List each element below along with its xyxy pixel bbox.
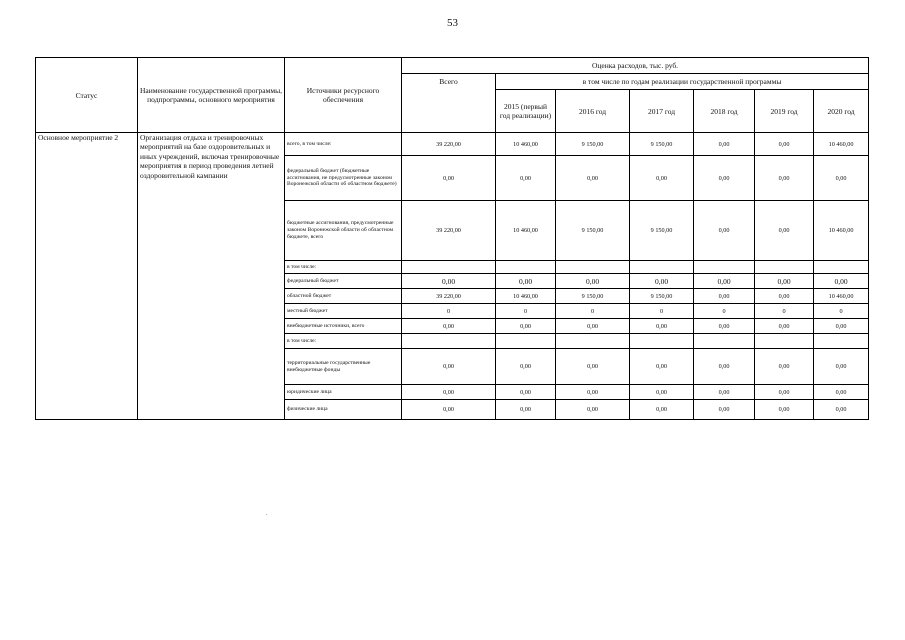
value-cell-year: 10 460,00 [496,289,556,304]
value-cell-year: 0,00 [496,385,556,400]
header-estimate: Оценка расходов, тыс. руб. [402,58,869,74]
value-cell-year [694,334,755,349]
value-cell-year: 0,00 [556,274,630,289]
value-cell-year: 0,00 [814,400,869,420]
source-cell: бюджетные ассигнования, предусмотренные законом Воронежской области об областном бюджете, всего [285,201,402,261]
value-cell-year: 0,00 [694,201,755,261]
value-cell-year: 0,00 [556,156,630,201]
value-cell-year: 0,00 [630,319,694,334]
header-name: Наименование государственной программы, подпрограммы, основного мероприятия [138,58,285,133]
value-cell-year [814,261,869,274]
value-cell-total: 0,00 [402,385,496,400]
value-cell-year: 0,00 [694,133,755,156]
value-cell-year: 0,00 [630,274,694,289]
value-cell-total: 0,00 [402,274,496,289]
value-cell-year: 10 460,00 [814,289,869,304]
header-year-2018: 2018 год [694,90,755,133]
source-cell: территориальные государственные внебюджетные фонды [285,349,402,385]
value-cell-year: 0,00 [496,319,556,334]
value-cell-total: 0 [402,304,496,319]
source-cell: юридические лица [285,385,402,400]
value-cell-total: 0,00 [402,400,496,420]
value-cell-year: 0,00 [755,349,814,385]
header-year-2020: 2020 год [814,90,869,133]
value-cell-year [556,334,630,349]
value-cell-year: 10 460,00 [814,201,869,261]
header-status: Статус [36,58,138,133]
header-year-2016: 2016 год [556,90,630,133]
value-cell-year: 9 150,00 [556,133,630,156]
value-cell-year: 10 460,00 [496,201,556,261]
value-cell-year: 0,00 [630,385,694,400]
source-cell: всего, в том числе: [285,133,402,156]
value-cell-year: 0,00 [694,400,755,420]
value-cell-year: 0 [814,304,869,319]
value-cell-year: 0,00 [694,385,755,400]
value-cell-year: 0 [694,304,755,319]
header-year-2015: 2015 (первый год реализации) [496,90,556,133]
value-cell-year: 9 150,00 [630,133,694,156]
value-cell-total [402,334,496,349]
source-cell: областной бюджет [285,289,402,304]
header-total: Всего [402,74,496,133]
value-cell-total: 0,00 [402,156,496,201]
value-cell-year [556,261,630,274]
header-year-2017: 2017 год [630,90,694,133]
source-cell: в том числе: [285,261,402,274]
value-cell-year: 0,00 [814,319,869,334]
value-cell-year: 9 150,00 [556,289,630,304]
value-cell-year: 0,00 [755,400,814,420]
value-cell-year: 0,00 [814,385,869,400]
block-status: Основное мероприятие 2 [36,133,138,420]
value-cell-year: 9 150,00 [556,201,630,261]
value-cell-year: 0 [755,304,814,319]
value-cell-year: 0,00 [694,289,755,304]
value-cell-year: 0,00 [694,156,755,201]
value-cell-year [630,261,694,274]
value-cell-year: 0 [496,304,556,319]
value-cell-year: 10 460,00 [814,133,869,156]
value-cell-year: 0,00 [694,349,755,385]
value-cell-year: 0,00 [694,319,755,334]
source-cell: федеральный бюджет [285,274,402,289]
value-cell-year [630,334,694,349]
source-cell: федеральный бюджет (бюджетные ассигнования, не предусмотренные законом Воронежской области об областном бюджете) [285,156,402,201]
block-name: Организация отдыха и тренировочных мероприятий на базе оздоровительных и иных учреждений, включая тренировочные мероприятия в период проведения летней оздоровительной кампании [138,133,285,420]
value-cell-year: 10 460,00 [496,133,556,156]
value-cell-year: 0 [556,304,630,319]
value-cell-year: 0,00 [630,156,694,201]
value-cell-year [496,334,556,349]
header-year-2019: 2019 год [755,90,814,133]
value-cell-year [694,261,755,274]
value-cell-year [755,334,814,349]
value-cell-year: 0,00 [630,349,694,385]
value-cell-year: 0,00 [814,274,869,289]
value-cell-year: 0,00 [755,274,814,289]
source-cell: местный бюджет [285,304,402,319]
value-cell-year: 0,00 [755,319,814,334]
value-cell-total [402,261,496,274]
value-cell-year: 0,00 [556,400,630,420]
value-cell-year: 0,00 [496,156,556,201]
value-cell-year: 0,00 [556,319,630,334]
value-cell-year: 0,00 [556,349,630,385]
source-cell: физические лица [285,400,402,420]
expenditure-table [35,57,869,420]
value-cell-year: 0,00 [496,400,556,420]
value-cell-year: 9 150,00 [630,289,694,304]
value-cell-year: 0,00 [755,201,814,261]
page-number: 53 [447,17,458,29]
value-cell-year [755,261,814,274]
value-cell-total: 39 220,00 [402,201,496,261]
value-cell-year: 0,00 [694,274,755,289]
value-cell-year: 0,00 [496,349,556,385]
value-cell-year: 0,00 [755,133,814,156]
header-by-years: в том числе по годам реализации государственной программы [496,74,869,90]
value-cell-year: 0,00 [755,385,814,400]
value-cell-year [496,261,556,274]
header-sources: Источники ресурсного обеспечения [285,58,402,133]
value-cell-year: 0,00 [630,400,694,420]
table-row [36,133,869,156]
value-cell-year: 0,00 [755,156,814,201]
value-cell-year: 0,00 [814,349,869,385]
value-cell-total: 39 220,00 [402,133,496,156]
value-cell-total: 39 220,00 [402,289,496,304]
value-cell-year: 9 150,00 [630,201,694,261]
value-cell-year: 0,00 [755,289,814,304]
source-cell: в том числе: [285,334,402,349]
value-cell-year: 0,00 [496,274,556,289]
stray-mark: . [266,511,268,517]
value-cell-year: 0 [630,304,694,319]
value-cell-year [814,334,869,349]
source-cell: внебюджетные источники, всего [285,319,402,334]
value-cell-total: 0,00 [402,319,496,334]
value-cell-total: 0,00 [402,349,496,385]
value-cell-year: 0,00 [556,385,630,400]
value-cell-year: 0,00 [814,156,869,201]
